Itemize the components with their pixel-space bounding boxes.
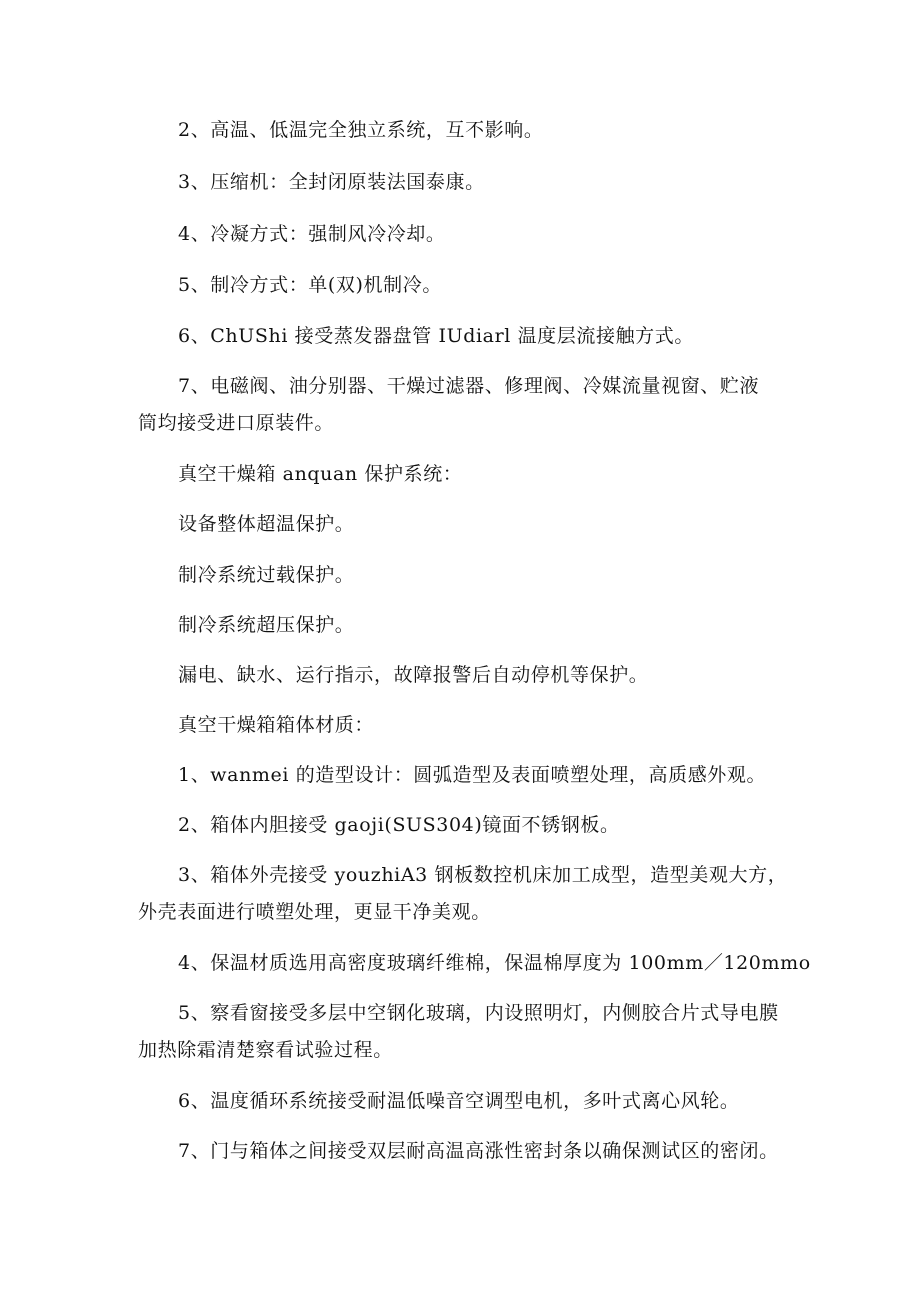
paragraph xyxy=(138,607,808,644)
text-line: 2、箱体内胆接受 gaoji(SUS304)镜面不锈钢板。 xyxy=(178,814,620,836)
paragraph xyxy=(138,267,808,304)
paragraph xyxy=(138,112,808,149)
paragraph xyxy=(138,707,808,744)
text-line: 制冷系统过载保护。 xyxy=(178,564,355,586)
text-line: 制冷系统超压保护。 xyxy=(178,614,355,636)
text-line: 6、ChUShi 接受蒸发器盘管 IUdiarl 温度层流接触方式。 xyxy=(178,325,694,347)
text-line: 2、高温、低温完全独立系统，互不影响。 xyxy=(178,119,544,141)
text-line: 7、门与箱体之间接受双层耐高温高涨性密封条以确保测试区的密闭。 xyxy=(178,1140,779,1162)
text-line: 筒均接受进口原装件。 xyxy=(138,412,335,434)
paragraph xyxy=(138,506,808,543)
text-line: 真空干燥箱箱体材质： xyxy=(178,714,375,736)
text-line: 漏电、缺水、运行指示，故障报警后自动停机等保护。 xyxy=(178,664,649,686)
text-line: 5、察看窗接受多层中空钢化玻璃，内设照明灯，内侧胶合片式导电膜 xyxy=(178,1002,779,1024)
text-line: 加热除霜清楚察看试验过程。 xyxy=(138,1039,393,1061)
paragraph xyxy=(138,807,808,844)
paragraph xyxy=(138,216,808,253)
paragraph xyxy=(138,1133,808,1170)
text-line: 4、冷凝方式：强制风冷冷却。 xyxy=(178,223,446,245)
paragraph xyxy=(138,657,808,694)
paragraph xyxy=(138,945,811,982)
text-line: 真空干燥箱 anquan 保护系统： xyxy=(178,463,463,485)
paragraph xyxy=(138,456,808,493)
paragraph xyxy=(138,857,808,931)
paragraph xyxy=(138,164,808,201)
paragraph xyxy=(138,995,808,1069)
text-line: 1、wanmei 的造型设计：圆弧造型及表面喷塑处理，高质感外观。 xyxy=(178,764,767,786)
text-line: 外壳表面进行喷塑处理，更显干净美观。 xyxy=(138,901,491,923)
text-line: 4、保温材质选用高密度玻璃纤维棉，保温棉厚度为 100mm／120mmo xyxy=(178,952,811,974)
paragraph xyxy=(138,757,808,794)
paragraph xyxy=(138,318,808,355)
text-line: 6、温度循环系统接受耐温低噪音空调型电机，多叶式离心风轮。 xyxy=(178,1090,740,1112)
text-line: 7、电磁阀、油分别器、干燥过滤器、修理阀、冷媒流量视窗、贮液 xyxy=(178,375,760,397)
text-line: 5、制冷方式：单(双)机制冷。 xyxy=(178,274,442,296)
paragraph xyxy=(138,557,808,594)
paragraph xyxy=(138,368,808,442)
text-line: 设备整体超温保护。 xyxy=(178,513,355,535)
paragraph xyxy=(138,1083,808,1120)
text-line: 3、压缩机：全封闭原装法国泰康。 xyxy=(178,171,485,193)
text-line: 3、箱体外壳接受 youzhiA3 钢板数控机床加工成型，造型美观大方， xyxy=(178,864,788,886)
